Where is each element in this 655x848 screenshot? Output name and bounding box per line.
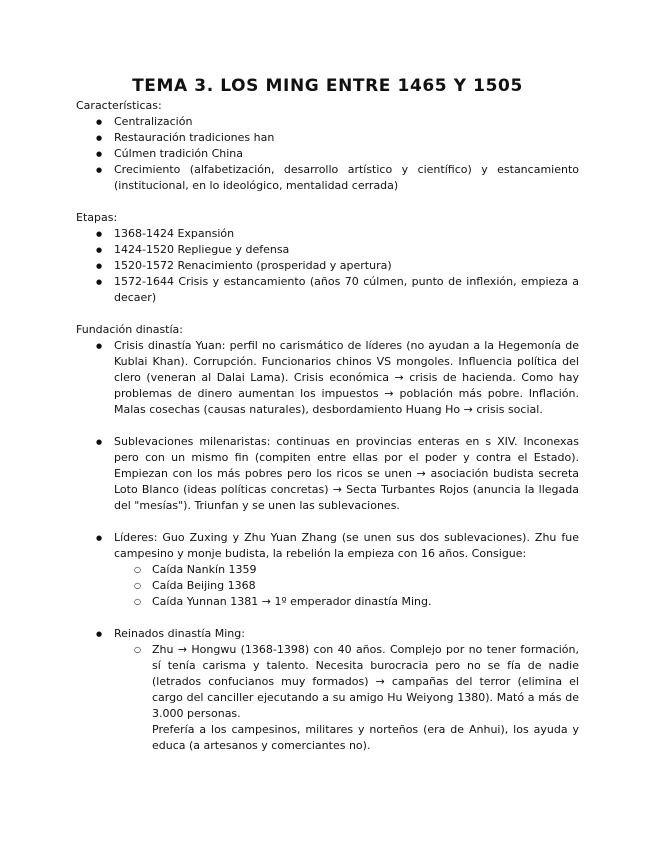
list-item-reinados bbox=[76, 626, 579, 754]
sub-list-item: ○ Caída Beijing 1368 bbox=[114, 578, 579, 594]
list-item: ● 1520-1572 Renacimiento (prosperidad y apertura) bbox=[76, 258, 579, 274]
list-item: ● Centralización bbox=[76, 114, 579, 130]
lideres-sublist bbox=[114, 562, 579, 610]
list-item: ● Restauración tradiciones han bbox=[76, 130, 579, 146]
list-item: ● 1572-1644 Crisis y estancamiento (años 70 cúlmen, punto de inflexión, empieza a decaer) bbox=[76, 274, 579, 306]
spacer bbox=[76, 418, 579, 434]
spacer bbox=[76, 514, 579, 530]
sub-list-item: ○ Caída Yunnan 1381 → 1º emperador dinastía Ming. bbox=[114, 594, 579, 610]
etapas-list bbox=[76, 226, 579, 306]
etapas-heading: Etapas: bbox=[76, 211, 118, 224]
list-item: ● 1368-1424 Expansión bbox=[76, 226, 579, 242]
reinados-text: ● Reinados dinastía Ming: bbox=[114, 627, 245, 640]
lideres-text: ● Líderes: Guo Zuxing y Zhu Yuan Zhang (se unen sus dos sublevaciones). Zhu fue campesino y monje budista, la rebelión la empieza con 16 años. Consigue: bbox=[114, 531, 579, 560]
spacer bbox=[76, 194, 579, 210]
list-item-crisis: ● Crisis dinastía Yuan: perfil no carismático de líderes (no ayudan a la Hegemonía de Kublai Khan). Corrupción. Funcionarios chinos VS mongoles. Influencia política del clero (veneran al Dalai Lama). Crisis económica → crisis de hacienda. Como hay problemas de dinero aumentan los impuestos → población más pobre. Inflación. Malas cosechas (causas naturales), desbordamiento Huang Ho → crisis social. bbox=[76, 338, 579, 418]
fundacion-list bbox=[76, 338, 579, 754]
list-item-sublevaciones: ● Sublevaciones milenaristas: continuas en provincias enteras en s XIV. Inconexas pero con un mismo fin (compiten entre ellas por el poder y contra el Estado). Empiezan con los más pobres pero los ricos se unen → asociación budista secreta Loto Blanco (ideas políticas concretas) → Secta Turbantes Rojos (anuncia la llegada del "mesías"). Triunfan y se unen las sublevaciones. bbox=[76, 434, 579, 514]
list-item: ● Cúlmen tradición China bbox=[76, 146, 579, 162]
zhu-paragraph-1: ○ Zhu → Hongwu (1368-1398) con 40 años. Complejo por no tener formación, sí tenía carisma y talento. Necesita burocracia pero no se fía de nadie (letrados confucianos muy formados) → campañas del terror (elimina el cargo del canciller ejecutando a su amigo Hu Weiyong 1380). Mató a más de 3.000 personas. bbox=[152, 643, 579, 720]
page-title: TEMA 3. LOS MING ENTRE 1465 Y 1505 bbox=[132, 76, 523, 96]
list-item: ● 1424-1520 Repliegue y defensa bbox=[76, 242, 579, 258]
reinados-sublist bbox=[114, 642, 579, 754]
zhu-paragraph-2: Prefería a los campesinos, militares y norteños (era de Anhui), los ayuda y educa (a artesanos y comerciantes no). bbox=[152, 723, 579, 752]
list-item-lideres bbox=[76, 530, 579, 610]
caracteristicas-list bbox=[76, 114, 579, 194]
fundacion-heading: Fundación dinastía: bbox=[76, 323, 183, 336]
spacer bbox=[76, 610, 579, 626]
caracteristicas-heading: Características: bbox=[76, 99, 162, 112]
document-body bbox=[76, 98, 579, 754]
list-item: ● Crecimiento (alfabetización, desarrollo artístico y científico) y estancamiento (institucional, en lo ideológico, mentalidad cerrada) bbox=[76, 162, 579, 194]
sub-list-item-zhu bbox=[114, 642, 579, 754]
spacer bbox=[76, 306, 579, 322]
sub-list-item: ○ Caída Nankín 1359 bbox=[114, 562, 579, 578]
